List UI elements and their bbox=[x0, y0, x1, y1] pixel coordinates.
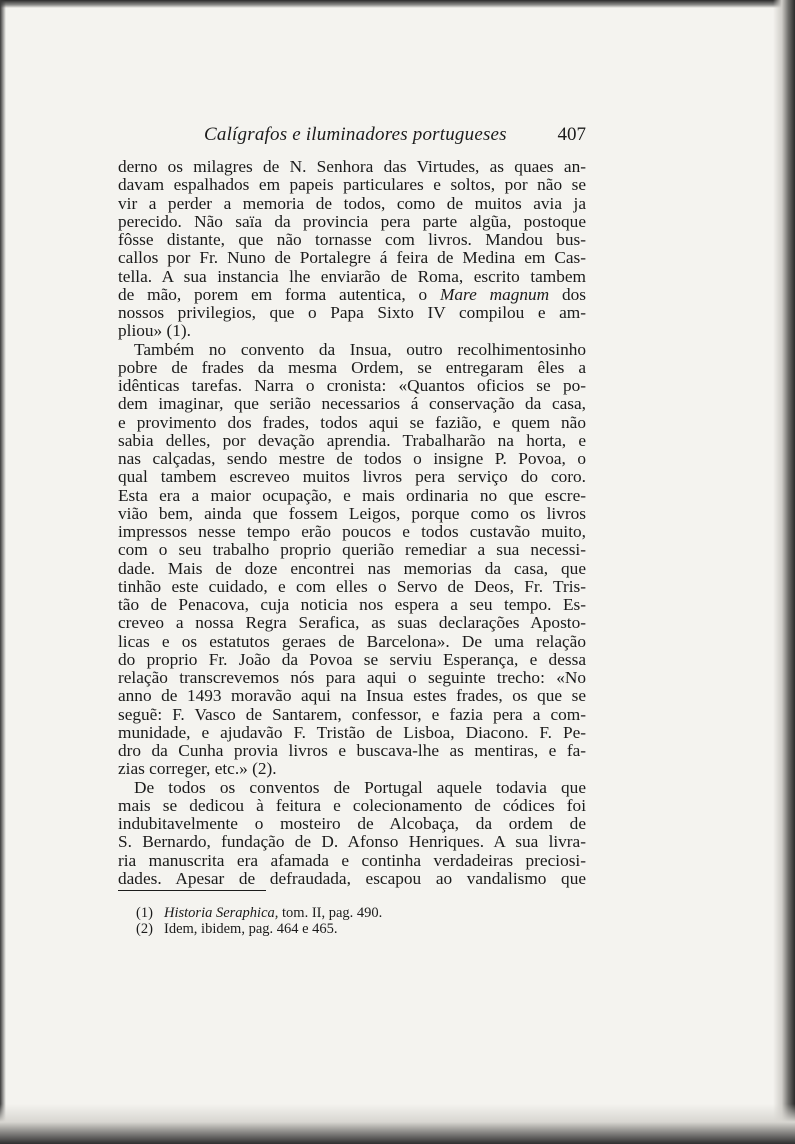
text-line: de mão, porem em forma autentica, o Mare magnum dos bbox=[118, 284, 586, 304]
text-line: seguẽ: F. Vasco de Santarem, confessor, e fazia pera a com- bbox=[118, 704, 586, 724]
text-line: dro da Cunha provia livros e buscava-lhe as mentiras, e fa- bbox=[118, 741, 586, 760]
running-title: Calígrafos e iluminadores portugueses bbox=[204, 124, 507, 145]
page-number: 407 bbox=[557, 124, 586, 145]
footnote-2 bbox=[136, 922, 586, 938]
text-line: zias correger, etc.» (2). bbox=[118, 759, 277, 779]
footnote-text: Idem, ibidem, pag. 464 e 465. bbox=[164, 920, 338, 937]
text-line: dade. Mais de doze encontrei nas memorias da casa, que bbox=[118, 558, 586, 578]
paragraph-start: Também no convento da Insua, outro recolhimentosinho bbox=[134, 339, 586, 359]
text-line: creveo a nossa Regra Serafica, as suas declarações Aposto- bbox=[118, 613, 586, 633]
text-line: ria manuscrita era afamada e continha verdadeiras preciosi- bbox=[118, 850, 586, 870]
text-line: anno de 1493 moravão aqui na Insua estes frades, os que se bbox=[118, 686, 586, 706]
text-line: S. Bernardo, fundação de D. Afonso Henriques. A sua livra- bbox=[118, 832, 586, 852]
text-line: indubitavelmente o mosteiro de Alcobaça, da ordem de bbox=[118, 814, 586, 833]
text-line: pliou» (1). bbox=[118, 321, 191, 341]
text-line: vir a perder a memoria de todos, como de muitos avia ja bbox=[118, 193, 586, 213]
paragraph-start: De todos os conventos de Portugal aquele todavia que bbox=[134, 777, 586, 797]
text-line: Esta era a maior ocupação, e mais ordinaria no que escre- bbox=[118, 485, 586, 505]
text-line: licas e os estatutos geraes de Barcelona». De uma relação bbox=[118, 631, 586, 651]
text-line: com o seu trabalho proprio querião remediar a sua necessi- bbox=[118, 540, 586, 560]
text-line: perecido. Não saïa da provincia pera parte algũa, postoque bbox=[118, 211, 586, 231]
footnote-title: Historia Seraphica, bbox=[164, 905, 279, 921]
text-line: do proprio Fr. João da Povoa se serviu Esperança, e dessa bbox=[118, 649, 586, 669]
body-text bbox=[118, 158, 586, 888]
footnote-divider bbox=[118, 890, 266, 891]
text-line: e provimento dos frades, todos aqui se fazião, e quem não bbox=[118, 412, 586, 432]
text-line: tella. A sua instancia lhe enviarão de Roma, escrito tambem bbox=[118, 266, 586, 286]
text-line: qual tambem escreveo muitos livros pera serviço do coro. bbox=[118, 467, 586, 487]
footnote-number: (1) bbox=[136, 905, 153, 921]
page-header bbox=[118, 124, 586, 152]
text-line: vião bem, ainda que fossem Leigos, porque como os livros bbox=[118, 503, 586, 523]
text-line: dem imaginar, que serião necessarios á conservação da casa, bbox=[118, 394, 586, 414]
italic-title: Mare magnum bbox=[440, 284, 550, 304]
text-line: munidade, e ajudavão F. Tristão de Lisboa, Diacono. F. Pe- bbox=[118, 722, 586, 742]
page-edge-bottom bbox=[0, 1104, 795, 1144]
page-edge-left bbox=[0, 0, 6, 1144]
footnote-number: (2) bbox=[136, 920, 153, 937]
text-line: nas calçadas, sendo mestre de todos o insigne P. Povoa, o bbox=[118, 449, 586, 468]
text-line: idênticas tarefas. Narra o cronista: «Quantos oficios se po- bbox=[118, 376, 586, 395]
footnote-1 bbox=[136, 906, 586, 922]
text-line: impressos nesse tempo erão poucos e todos custavão muito, bbox=[118, 522, 586, 541]
footnote-text: tom. II, pag. 490. bbox=[278, 905, 383, 921]
text-line: mais se dedicou à feitura e colecionamento de códices foi bbox=[118, 795, 586, 815]
text-line: davam espalhados em papeis particulares e soltos, por não se bbox=[118, 175, 586, 195]
text-line: tão de Penacova, cuja noticia nos espera a seu tempo. Es- bbox=[118, 595, 586, 614]
text-line: callos por Fr. Nuno de Portalegre á feira de Medina em Cas- bbox=[118, 248, 586, 268]
page-edge-right bbox=[773, 0, 795, 1144]
text-line: tinhão este cuidado, e com elles o Servo de Deos, Fr. Tris- bbox=[118, 576, 586, 596]
text-line: nossos privilegios, que o Papa Sixto IV compilou e am- bbox=[118, 303, 586, 322]
text-line: dades. Apesar de defraudada, escapou ao vandalismo que bbox=[118, 868, 586, 888]
text-line: relação transcrevemos nós para aqui o seguinte trecho: «No bbox=[118, 668, 586, 687]
text-line: sabia delles, por devação aprendia. Trabalharão na horta, e bbox=[118, 430, 586, 450]
page-edge-top bbox=[0, 0, 795, 8]
footnotes bbox=[136, 906, 586, 937]
text-line: fôsse distante, que não tornasse com livros. Mandou bus- bbox=[118, 230, 586, 249]
text-line: pobre de frades da mesma Ordem, se entregaram êles a bbox=[118, 357, 586, 377]
text-line: derno os milagres de N. Senhora das Virtudes, as quaes an- bbox=[118, 157, 586, 176]
